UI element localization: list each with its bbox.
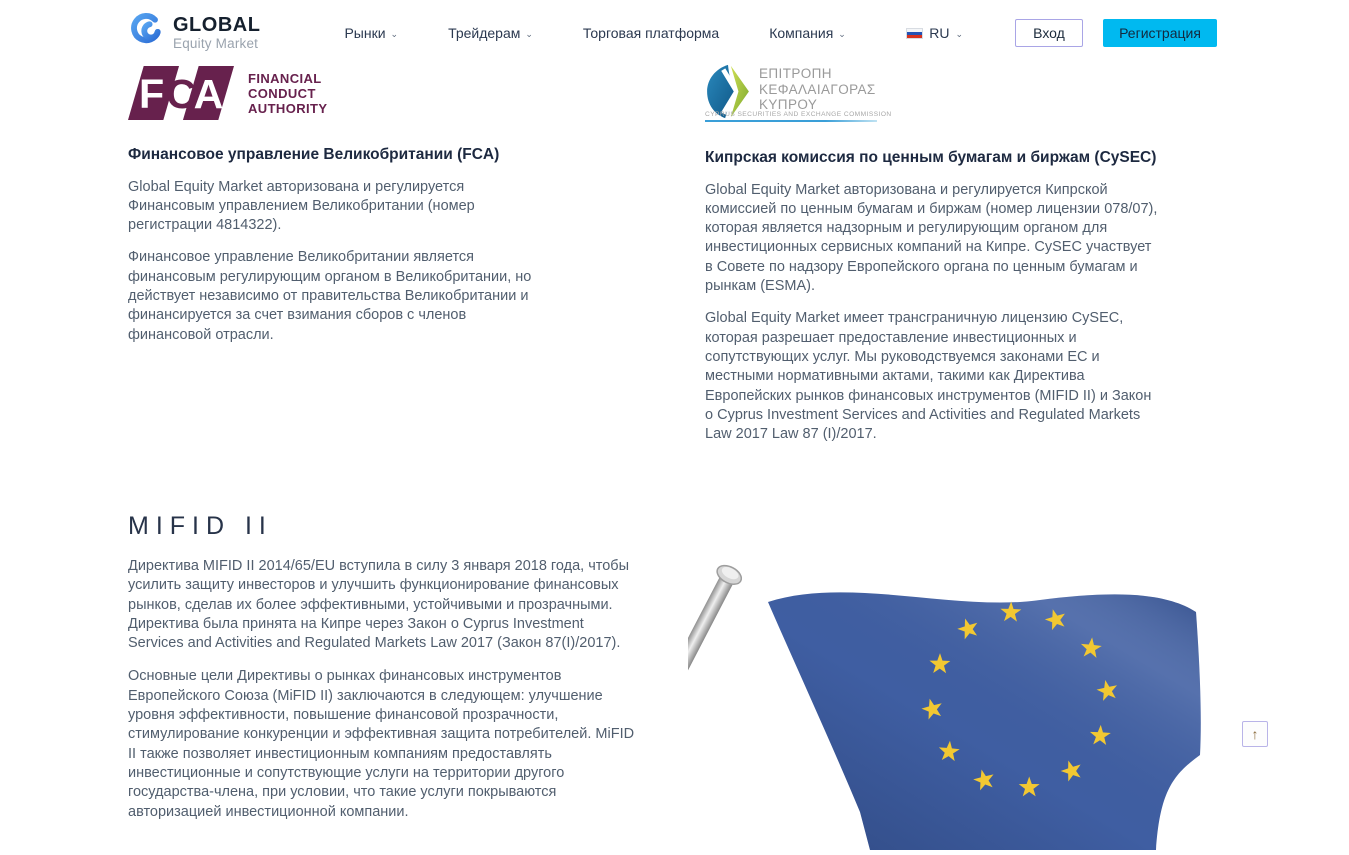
- nav-item-traders[interactable]: [448, 25, 533, 41]
- svg-text:F: F: [138, 71, 165, 118]
- eu-flag-illustration: [688, 550, 1210, 819]
- cysec-logo-caption: CYPRUS SECURITIES AND EXCHANGE COMMISSION: [705, 111, 892, 118]
- fca-logo-caption: FINANCIAL CONDUCT AUTHORITY: [248, 70, 328, 116]
- chevron-down-icon: ⌄: [955, 28, 963, 39]
- svg-text:A: A: [193, 71, 224, 118]
- cysec-greek-text: ΕΠΙΤΡΟΠΗ ΚΕΦΑΛΑΙΑΓΟΡΑΣ ΚΥΠΡΟΥ: [759, 66, 876, 112]
- cysec-logo-underline: [705, 120, 877, 122]
- mifid-heading: MIFID II: [128, 512, 273, 540]
- global-equity-market-logo-icon: [128, 13, 164, 54]
- arrow-up-icon: ↑: [1251, 726, 1259, 742]
- site-header: [0, 0, 1349, 66]
- mifid-paragraph: Директива MIFID II 2014/65/EU вступила в силу 3 января 2018 года, чтобы усилить защиту инвесторов и улучшить функционирование финансовых рынков, сделав их более эффективными, устойчивыми и прозрачными. Директива была принята на Кипре через Закон о Cyprus Investment Services and Activities and Regulated Markets Law 2017 (Закон 87(I)/2017).: [128, 558, 630, 652]
- cysec-section: [705, 63, 1165, 444]
- fca-section: [128, 66, 558, 345]
- register-button[interactable]: Регистрация: [1103, 19, 1217, 47]
- scroll-to-top-button[interactable]: [1242, 721, 1268, 747]
- cysec-paragraph: Global Equity Market авторизована и регулируется Кипрской комиссией по ценным бумагам и биржам (номер лицензии 078/07), которая является надзорным и регулирующим органом для инвестиционных сервисных компаний на Кипре. CySEC участвует в Совете по надзору Европейского органа по ценным бумагам и рынкам (ESMA).: [705, 181, 1158, 295]
- fca-heading: Финансовое управление Великобритании (FCA): [128, 146, 500, 163]
- cysec-paragraph: Global Equity Market имеет трансграничную лицензию CySEC, которая разрешает предоставление инвестиционных и сопутствующих услуг. Мы руководствуемся законами ЕС и местными нормативными актами, такими как Директива Европейских рынков финансовых инструментов (MIFID II) и Закон о Cyprus Investment Services and Activities and Regulated Markets Law 2017 Law 87 (I)/2017.: [705, 310, 1152, 443]
- nav-item-company[interactable]: [769, 25, 846, 41]
- header-right-cluster: [906, 19, 1217, 47]
- mifid-section: [128, 512, 648, 822]
- logo-subtitle: Equity Market: [173, 36, 259, 51]
- chevron-down-icon: ⌄: [525, 28, 533, 39]
- fca-paragraph: Финансовое управление Великобритании является финансовым регулирующим органом в Великобритании, но действует независимо от правительства Великобритании и финансируется за счет взимания сборов с членов финансовой отрасли.: [128, 249, 532, 343]
- nav-label: Рынки: [344, 25, 386, 41]
- fca-logo: [128, 66, 558, 120]
- language-code: RU: [929, 25, 950, 41]
- russia-flag-icon: [906, 28, 923, 39]
- chevron-down-icon: ⌄: [390, 28, 399, 39]
- chevron-down-icon: ⌄: [838, 28, 846, 39]
- logo-title: GLOBAL: [173, 14, 261, 36]
- nav-label: Компания: [769, 25, 834, 41]
- language-selector[interactable]: [906, 25, 963, 41]
- login-button[interactable]: Вход: [1015, 19, 1083, 47]
- fca-paragraph: Global Equity Market авторизована и регулируется Финансовым управлением Великобритании (номер регистрации 4814322).: [128, 178, 475, 234]
- main-nav: [344, 25, 845, 41]
- site-logo[interactable]: [128, 13, 260, 54]
- nav-label: Торговая платформа: [582, 25, 720, 41]
- cysec-logo: [705, 63, 892, 122]
- nav-label: Трейдерам: [448, 25, 521, 41]
- mifid-paragraph: Основные цели Директивы о рынках финансовых инструментов Европейского Союза (MiFID II) заключаются в следующем: улучшение уровня эффективности, повышение финансовой прозрачности, стимулирование конкуренции и эффективная защита потребителей. MiFID II также позволяет инвестиционным компаниям предоставлять инвестиционные и сопутствующие услуги на территории другого государства-члена, при условии, что такие услуги покрываются авторизацией инвестиционной компании.: [128, 668, 635, 820]
- nav-item-trading-platform[interactable]: [583, 25, 719, 41]
- nav-item-markets[interactable]: [344, 25, 398, 41]
- svg-text:C: C: [166, 71, 196, 118]
- fca-logo-mark: [128, 66, 234, 120]
- cysec-heading: Кипрская комиссия по ценным бумагам и биржам (CySEC): [705, 149, 1157, 166]
